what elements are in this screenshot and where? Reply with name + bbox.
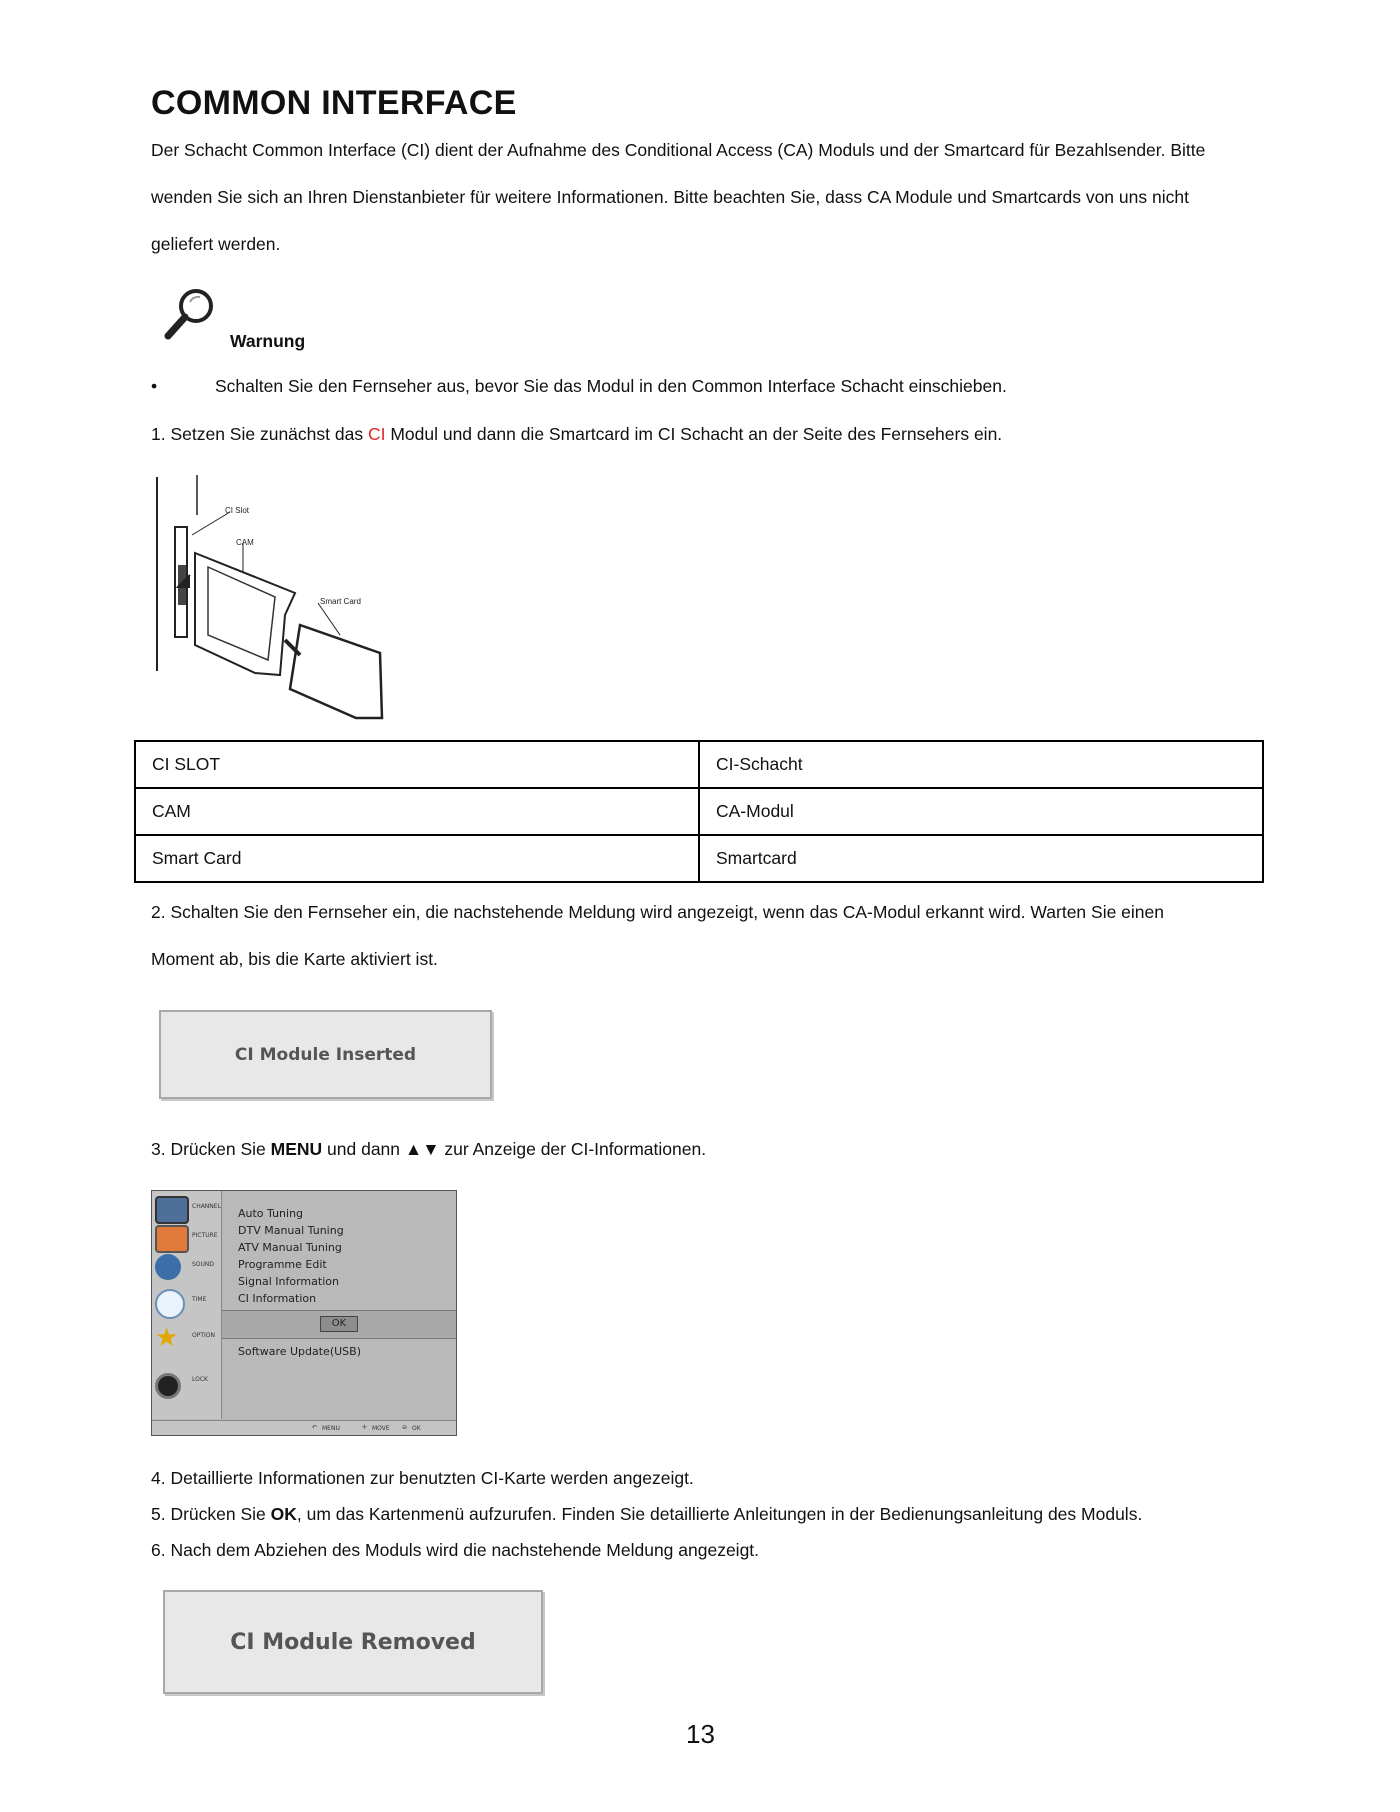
menu-item-programme-edit[interactable]: Programme Edit: [238, 1258, 327, 1271]
step5-after: , um das Kartenmenü aufzurufen. Finden Sie detaillierte Anleitungen in der Bedienungsanleitung des Moduls.: [296, 1504, 1143, 1524]
ok-icon: ⊖: [402, 1424, 408, 1431]
step4-text: 4. Detaillierte Informationen zur benutzten CI-Karte werden angezeigt.: [151, 1468, 694, 1488]
ci-module-inserted-message: CI Module Inserted: [159, 1010, 492, 1099]
ok-button[interactable]: OK: [320, 1316, 358, 1332]
warning-label: Warnung: [230, 331, 306, 351]
bullet-symbol: •: [151, 376, 158, 396]
tv-channel-menu: [151, 1190, 457, 1436]
sidebar-label: LOCK: [192, 1376, 208, 1383]
footer-menu-label: MENU: [322, 1425, 340, 1432]
table-cell: Smartcard: [699, 835, 1263, 882]
menu-item-atv-manual-tuning[interactable]: ATV Manual Tuning: [238, 1241, 342, 1254]
sidebar-label: OPTION: [192, 1332, 215, 1339]
intro-text-line2: wenden Sie sich an Ihren Dienstanbieter für weitere Informationen. Bitte beachten Sie, dass CA Module und Smartcards von uns nicht: [151, 187, 1189, 207]
sidebar-item-sound: [154, 1252, 220, 1280]
label-ci-slot: CI Slot: [225, 506, 250, 515]
table-cell: Smart Card: [135, 835, 699, 882]
step2-line1: 2. Schalten Sie den Fernseher ein, die nachstehende Meldung wird angezeigt, wenn das CA-Modul erkannt wird. Warten Sie einen: [151, 902, 1165, 922]
sidebar-item-lock: [154, 1367, 220, 1395]
menu-item-list: [238, 1205, 344, 1307]
step1-before: 1. Setzen Sie zunächst das: [151, 424, 368, 444]
bullet-text: Schalten Sie den Fernseher aus, bevor Sie das Modul in den Common Interface Schacht einschieben.: [215, 376, 1007, 396]
menu-key: MENU: [270, 1139, 323, 1159]
step3-text: [151, 1138, 706, 1160]
intro-text-line3: geliefert werden.: [151, 234, 281, 254]
menu-item-ci-information[interactable]: CI Information: [238, 1292, 317, 1305]
table-row: [135, 788, 1263, 835]
move-icon: ✛: [362, 1424, 368, 1431]
tv-icon: [155, 1196, 189, 1224]
menu-sidebar: [152, 1191, 222, 1419]
back-arrow-icon: ↶: [312, 1424, 318, 1431]
sidebar-item-channel: [154, 1194, 220, 1222]
label-smart-card: Smart Card: [320, 597, 361, 606]
terms-table: [134, 740, 1264, 883]
menu-item-dtv-manual-tuning[interactable]: DTV Manual Tuning: [238, 1224, 344, 1237]
footer-ok-label: OK: [412, 1425, 421, 1432]
table-cell: CA-Modul: [699, 788, 1263, 835]
menu-item-software-update[interactable]: Software Update(USB): [238, 1345, 361, 1358]
step3-before: 3. Drücken Sie: [151, 1139, 271, 1159]
page-title: COMMON INTERFACE: [151, 84, 517, 122]
ci-highlight: CI: [367, 424, 386, 444]
magnifier-icon: [160, 284, 220, 344]
sidebar-label: SOUND: [192, 1261, 215, 1268]
sidebar-label: CHANNEL: [192, 1203, 221, 1210]
menu-item-signal-information[interactable]: Signal Information: [238, 1275, 339, 1288]
step5-before: 5. Drücken Sie: [151, 1504, 271, 1524]
ci-slot-diagram: [150, 475, 390, 725]
picture-icon: [155, 1225, 189, 1253]
speaker-icon: [155, 1254, 181, 1280]
step3-after: und dann ▲▼ zur Anzeige der CI-Informationen.: [322, 1139, 707, 1159]
menu-footer: [152, 1420, 456, 1436]
step5-text: [151, 1503, 1142, 1525]
menu-item-auto-tuning[interactable]: Auto Tuning: [238, 1207, 304, 1220]
star-icon: ★: [155, 1322, 179, 1352]
table-row: [135, 835, 1263, 882]
lock-icon: [155, 1373, 181, 1399]
table-cell: CAM: [135, 788, 699, 835]
sidebar-item-time: [154, 1287, 220, 1315]
ok-key: OK: [270, 1504, 297, 1524]
step1-after: Modul und dann die Smartcard im CI Schacht an der Seite des Fernsehers ein.: [385, 424, 1003, 444]
ci-module-removed-message: CI Module Removed: [163, 1590, 543, 1694]
table-cell: CI-Schacht: [699, 741, 1263, 788]
step6-text: 6. Nach dem Abziehen des Moduls wird die nachstehende Meldung angezeigt.: [151, 1540, 760, 1560]
intro-text-line1: Der Schacht Common Interface (CI) dient der Aufnahme des Conditional Access (CA) Moduls und der Smartcard für Bezahlsender. Bitte: [151, 140, 1206, 160]
sidebar-item-picture: [154, 1223, 220, 1251]
step2-line2: Moment ab, bis die Karte aktiviert ist.: [151, 949, 438, 969]
sidebar-item-option: [154, 1323, 220, 1351]
clock-icon: [155, 1289, 185, 1319]
table-row: [135, 741, 1263, 788]
sidebar-label: PICTURE: [192, 1232, 218, 1239]
page-number: 13: [686, 1719, 715, 1749]
table-cell: CI SLOT: [135, 741, 699, 788]
label-cam: CAM: [236, 538, 254, 547]
footer-move-label: MOVE: [372, 1425, 390, 1432]
sidebar-label: TIME: [192, 1296, 207, 1303]
step1-text: [151, 423, 1002, 445]
